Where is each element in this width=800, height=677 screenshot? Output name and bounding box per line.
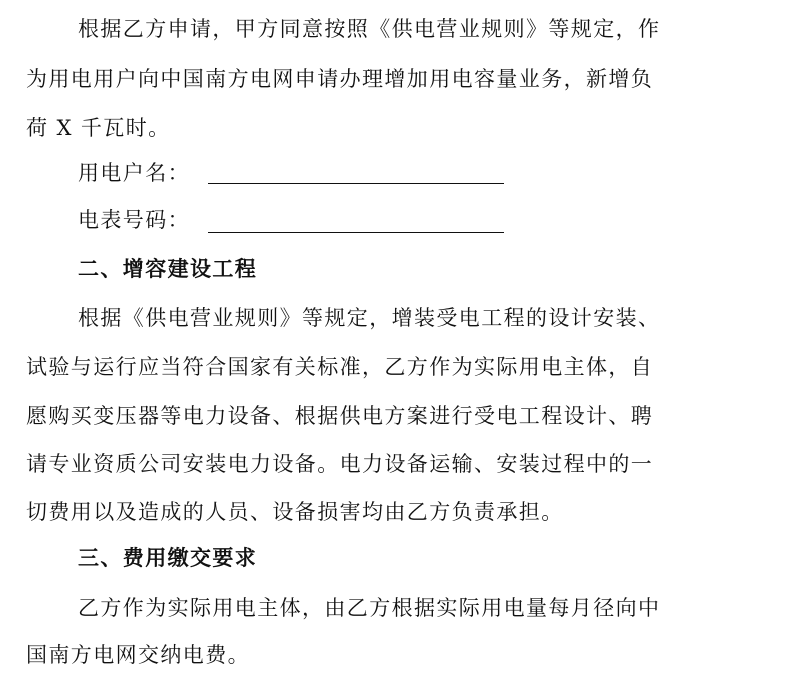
section2-line-2: 试验与运行应当符合国家有关标准，乙方作为实际用电主体，自 [26, 355, 654, 379]
section2-line-3: 愿购买变压器等电力设备、根据供电方案进行受电工程设计、聘 [26, 404, 654, 428]
paragraph1-line-2: 为用电用户向中国南方电网申请办理增加用电容量业务，新增负 [26, 67, 654, 91]
meter-number-blank-line [208, 232, 504, 233]
section2-heading: 二、增容建设工程 [78, 257, 258, 281]
paragraph1-line-3: 荷 X 千瓦时。 [26, 116, 171, 140]
section3-heading: 三、费用缴交要求 [78, 546, 258, 570]
section2-line-1: 根据《供电营业规则》等规定，增装受电工程的设计安装、 [78, 306, 661, 330]
section3-line-1: 乙方作为实际用电主体，由乙方根据实际用电量每月径向中 [78, 596, 661, 620]
user-name-label: 用电户名： [78, 161, 190, 185]
meter-number-label: 电表号码： [78, 208, 190, 232]
paragraph1-line-1: 根据乙方申请，甲方同意按照《供电营业规则》等规定，作 [78, 17, 661, 41]
section2-line-4: 请专业资质公司安装电力设备。电力设备运输、安装过程中的一 [26, 452, 654, 476]
user-name-blank-line [208, 183, 504, 184]
section2-line-5: 切费用以及造成的人员、设备损害均由乙方负责承担。 [26, 500, 564, 524]
section3-line-2: 国南方电网交纳电费。 [26, 643, 250, 667]
